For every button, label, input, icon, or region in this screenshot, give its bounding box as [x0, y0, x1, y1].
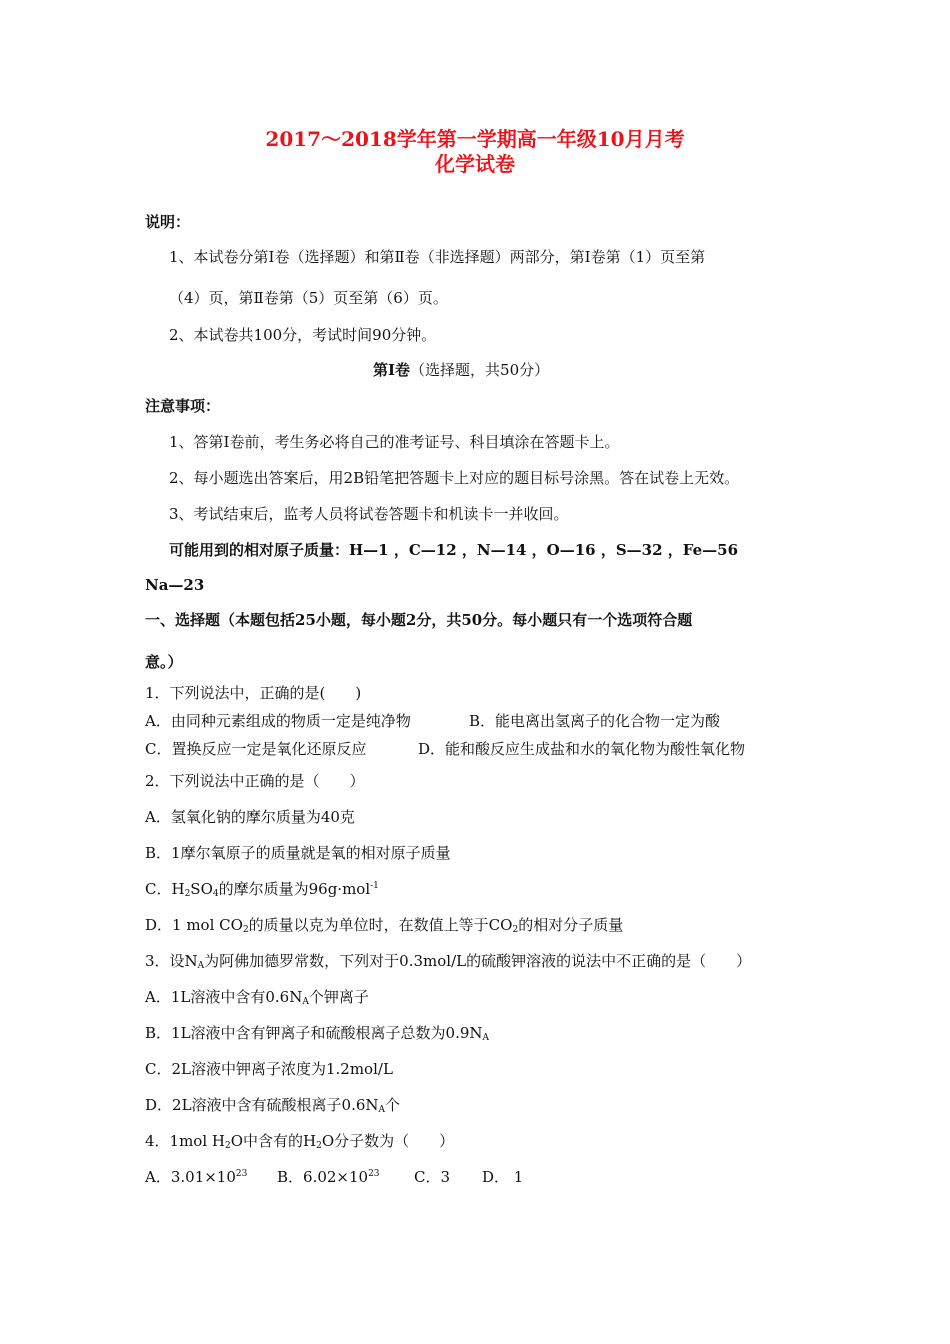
note-item-3: 3、考试结束后，监考人员将试卷答题卡和机读卡一并收回。 [169, 505, 569, 523]
q4-stem-prefix: 4．1mol H [145, 1132, 225, 1150]
q3-option-d [145, 1095, 400, 1115]
instruction-item-2: 2、本试卷共100分，考试时间90分钟。 [169, 326, 437, 344]
q4-b-sup: 23 [368, 1169, 380, 1179]
q4-option-d: D． 1 [482, 1168, 524, 1186]
q3-option-c: C．2L溶液中钾离子浓度为1.2mol/L [145, 1060, 393, 1078]
q4-stem-sub-2: 2 [316, 1141, 322, 1151]
q2-option-b: B．1摩尔氧原子的质量就是氧的相对原子质量 [145, 844, 451, 862]
atomic-mass-line-2: Na—23 [145, 576, 205, 594]
q2-c-sup: -1 [370, 881, 379, 891]
q2-c-text: 的摩尔质量为96g·mol [218, 880, 371, 898]
exam-title-line2: 化学试卷 [435, 152, 515, 176]
q4-a-sup: 23 [235, 1169, 248, 1179]
q3-stem-sub: A [197, 961, 205, 971]
section-1-title-rest: （选择题，共50分） [410, 361, 550, 379]
q2-d-mid: 的质量以克为单位时，在数值上等于CO [248, 916, 513, 934]
notes-heading: 注意事项： [145, 397, 221, 415]
q3-d-prefix: D．2L溶液中含有硫酸根离子0.6N [145, 1096, 379, 1114]
q3-stem [145, 951, 751, 971]
q4-option-a [145, 1167, 247, 1187]
q2-d-prefix: D．1 mol CO [145, 916, 243, 934]
q1-stem: 1．下列说法中，正确的是( ) [145, 684, 362, 702]
q2-c-mid: SO [190, 880, 213, 898]
q4-option-c: C．3 [414, 1168, 451, 1186]
instruction-item-1-line-2: （4）页，第Ⅱ卷第（5）页至第（6）页。 [169, 289, 448, 307]
note-item-2: 2、每小题选出答案后，用2B铅笔把答题卡上对应的题目标号涂黑。答在试卷上无效。 [169, 469, 740, 487]
q2-d-sub-2: 2 [512, 925, 519, 935]
q3-stem-prefix: 3．设N [145, 952, 198, 970]
q3-a-prefix: A．1L溶液中含有0.6N [145, 988, 303, 1006]
q3-b-sub: A [482, 1033, 490, 1043]
q2-c-sub-1: 2 [184, 889, 191, 899]
q1-option-a: A．由同种元素组成的物质一定是纯净物 [145, 712, 411, 730]
q3-option-b [145, 1023, 489, 1043]
q4-stem [145, 1131, 454, 1151]
q4-b-text: B．6.02×10 [277, 1168, 369, 1186]
q2-option-c [145, 879, 379, 899]
q2-option-d [145, 915, 623, 935]
q2-d-end: 的相对分子质量 [518, 916, 624, 934]
part-1-heading-line-1: 一、选择题（本题包括25小题，每小题2分，共50分。每小题只有一个选项符合题 [145, 611, 693, 629]
q4-stem-sub-1: 2 [225, 1141, 231, 1151]
q2-c-sub-2: 4 [212, 889, 219, 899]
q1-option-b: B．能电离出氢离子的化合物一定为酸 [469, 712, 721, 730]
q4-stem-mid: O中含有的H [230, 1132, 317, 1150]
q2-option-a: A．氢氧化钠的摩尔质量为40克 [145, 808, 355, 826]
q3-a-end: 个钾离子 [308, 988, 369, 1006]
q3-a-sub: A [302, 997, 309, 1007]
q4-a-text: A．3.01×10 [145, 1168, 236, 1186]
q3-d-end: 个 [385, 1096, 401, 1114]
atomic-mass-line-1: 可能用到的相对原子质量：H—1 ，C—12 ，N—14 ，O—16 ，S—32 ，Fe—56 [169, 541, 739, 559]
q1-option-c: C．置换反应一定是氧化还原反应 [145, 740, 367, 758]
exam-title-line1: 2017～2018学年第一学期高一年级10月月考 [265, 127, 685, 151]
section-1-title-bold: 第Ⅰ卷 [373, 361, 411, 379]
q1-option-d: D．能和酸反应生成盐和水的氧化物为酸性氧化物 [418, 740, 746, 758]
part-1-heading-line-2: 意。） [145, 653, 183, 671]
instructions-heading: 说明： [145, 213, 191, 231]
q2-c-prefix: C．H [145, 880, 185, 898]
instruction-item-1-line-1: 1、本试卷分第Ⅰ卷（选择题）和第Ⅱ卷（非选择题）两部分，第Ⅰ卷第（1）页至第 [169, 248, 706, 266]
q2-d-sub-1: 2 [242, 925, 249, 935]
q3-option-a [145, 987, 369, 1007]
q2-stem: 2．下列说法中正确的是（ ） [145, 772, 365, 790]
q4-stem-end: O分子数为（ ） [321, 1132, 455, 1150]
note-item-1: 1、答第Ⅰ卷前，考生务必将自己的准考证号、科目填涂在答题卡上。 [169, 433, 620, 451]
q3-stem-rest: 为阿佛加德罗常数，下列对于0.3mol/L的硫酸钾溶液的说法中不正确的是（ ） [204, 952, 752, 970]
q4-option-b [277, 1167, 380, 1187]
q3-b-prefix: B．1L溶液中含有钾离子和硫酸根离子总数为0.9N [145, 1024, 483, 1042]
section-1-title [373, 360, 549, 380]
q3-d-sub: A [378, 1105, 386, 1115]
